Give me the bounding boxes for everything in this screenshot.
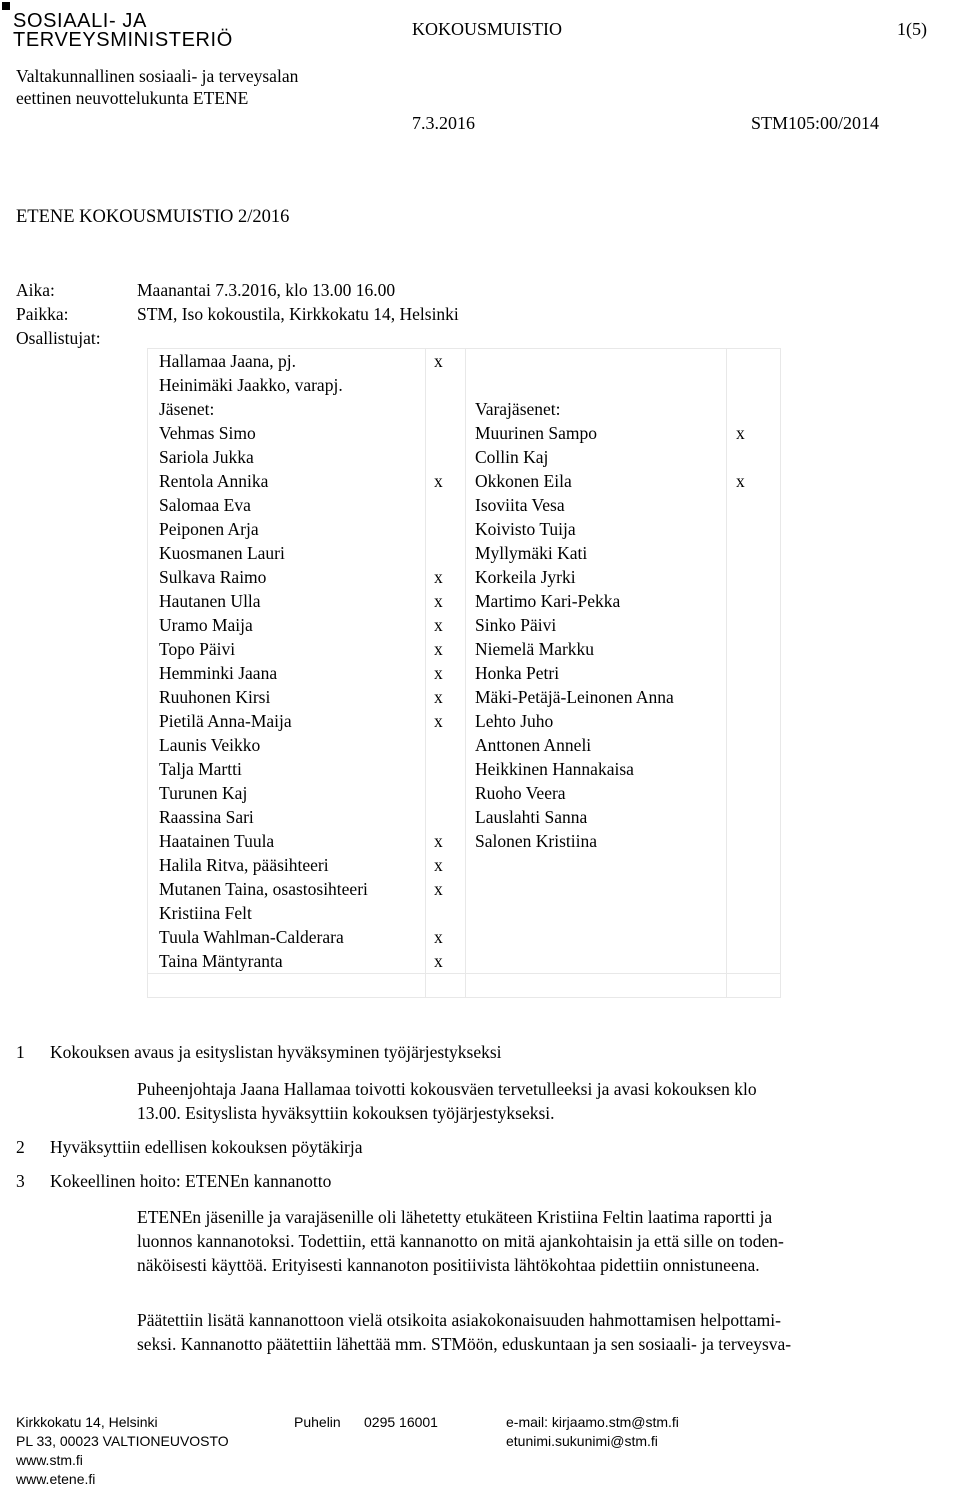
section-3-p2-line-2: seksi. Kannanotto päätettiin lähettää mm. STMöön, eduskuntaan ja sen sosiaali- ja terveysva-	[137, 1334, 792, 1354]
participant-row	[148, 445, 780, 469]
footer-street: Kirkkokatu 14, Helsinki	[16, 1414, 158, 1430]
participant-row	[148, 685, 780, 709]
participant-row	[148, 541, 780, 565]
participant-name: Raassina Sari	[159, 807, 254, 827]
section-2-title: Hyväksyttiin edellisen kokouksen pöytäkirja	[50, 1137, 363, 1157]
attendance-mark: x	[434, 615, 443, 635]
participant-name: Pietilä Anna-Maija	[159, 711, 292, 731]
participant-row	[148, 709, 780, 733]
participant-name: Tuula Wahlman-Calderara	[159, 927, 344, 947]
section-3-paragraph-2	[137, 1308, 791, 1356]
deputy-name: Heikkinen Hannakaisa	[475, 759, 634, 779]
deputy-name: Lauslahti Sanna	[475, 807, 588, 827]
participant-row	[148, 421, 780, 445]
participant-row	[148, 733, 780, 757]
section-3-title: Kokeellinen hoito: ETENEn kannanotto	[50, 1171, 332, 1191]
participant-name: Peiponen Arja	[159, 519, 259, 539]
section-3-p1-line-1: ETENEn jäsenille ja varajäsenille oli lähetetty etukäteen Kristiina Feltin laatima raportti ja	[137, 1207, 773, 1227]
participant-name: Mutanen Taina, osastosihteeri	[159, 879, 368, 899]
participant-name: Hautanen Ulla	[159, 591, 261, 611]
participant-row	[148, 589, 780, 613]
participant-name: Uramo Maija	[159, 615, 253, 635]
section-2-number: 2	[16, 1137, 25, 1157]
participant-name: Heinimäki Jaakko, varapj.	[159, 375, 343, 395]
participant-name: Sariola Jukka	[159, 447, 254, 467]
section-3-heading	[16, 1171, 332, 1192]
participant-name: Jäsenet:	[159, 399, 215, 419]
participant-row	[148, 517, 780, 541]
participant-row	[148, 757, 780, 781]
deputy-name: Sinko Päivi	[475, 615, 557, 635]
deputy-name: Salonen Kristiina	[475, 831, 597, 851]
ministry-logo	[13, 12, 233, 50]
participant-row	[148, 829, 780, 853]
participant-row	[148, 397, 780, 421]
deputy-attendance-mark: x	[736, 471, 745, 491]
participant-name: Sulkava Raimo	[159, 567, 267, 587]
participant-name: Salomaa Eva	[159, 495, 251, 515]
participant-row	[148, 925, 780, 949]
participant-row	[148, 877, 780, 901]
place-value: STM, Iso kokoustila, Kirkkokatu 14, Helsinki	[137, 304, 459, 324]
participant-row	[148, 349, 780, 373]
participant-row	[148, 637, 780, 661]
participant-name: Launis Veikko	[159, 735, 261, 755]
page-title: ETENE KOKOUSMUISTIO 2/2016	[16, 207, 290, 227]
org-line-1: Valtakunnallinen sosiaali- ja terveysalan	[16, 66, 299, 86]
section-3-p1-line-2: luonnos kannanotoksi. Todettiin, että kannanotto on mitä ajankohtaisin ja että sille on toden-	[137, 1231, 784, 1251]
section-3-p2-line-1: Päätettiin lisätä kannanottoon vielä otsikoita asiakokonaisuuden hahmottamisen helpottami-	[137, 1310, 781, 1330]
attendance-mark: x	[434, 855, 443, 875]
participant-row	[148, 373, 780, 397]
footer-web-etene[interactable]: www.etene.fi	[16, 1471, 96, 1487]
attendance-mark: x	[434, 831, 443, 851]
footer-email-registry[interactable]: e-mail: kirjaamo.stm@stm.fi	[506, 1414, 679, 1430]
participant-name: Halila Ritva, pääsihteeri	[159, 855, 329, 875]
section-2-heading	[16, 1137, 363, 1158]
deputy-name: Lehto Juho	[475, 711, 554, 731]
section-1-heading	[16, 1042, 502, 1063]
section-1-paragraph	[137, 1077, 757, 1125]
attendance-mark: x	[434, 591, 443, 611]
deputy-name: Anttonen Anneli	[475, 735, 592, 755]
section-1-number: 1	[16, 1042, 25, 1062]
footer-address	[16, 1413, 229, 1489]
deputy-name: Isoviita Vesa	[475, 495, 565, 515]
participant-name: Kristiina Felt	[159, 903, 252, 923]
time-value: Maanantai 7.3.2016, klo 13.00 16.00	[137, 280, 396, 300]
deputy-name: Ruoho Veera	[475, 783, 566, 803]
logo-line-1: SOSIAALI- JA	[13, 10, 147, 32]
logo-line-2: TERVEYSMINISTERIÖ	[13, 29, 233, 51]
section-3-number: 3	[16, 1171, 25, 1191]
participant-row	[148, 901, 780, 925]
attendance-mark: x	[434, 879, 443, 899]
deputy-name: Mäki-Petäjä-Leinonen Anna	[475, 687, 674, 707]
participants-table	[147, 348, 781, 998]
attendance-mark: x	[434, 687, 443, 707]
meeting-meta-values	[137, 278, 459, 326]
participant-row	[148, 781, 780, 805]
footer-web-stm[interactable]: www.stm.fi	[16, 1452, 83, 1468]
participants-label: Osallistujat:	[16, 328, 101, 348]
participant-row	[148, 613, 780, 637]
participant-name: Kuosmanen Lauri	[159, 543, 285, 563]
deputy-name: Koivisto Tuija	[475, 519, 576, 539]
participant-row	[148, 661, 780, 685]
participant-row	[148, 805, 780, 829]
deputy-name: Niemelä Markku	[475, 639, 595, 659]
footer-email-personal[interactable]: etunimi.sukunimi@stm.fi	[506, 1433, 658, 1449]
footer-phone: 0295 16001	[364, 1414, 438, 1430]
place-label: Paikka:	[16, 304, 69, 324]
participant-name: Ruuhonen Kirsi	[159, 687, 271, 707]
deputy-name: Honka Petri	[475, 663, 560, 683]
deputy-name: Varajäsenet:	[475, 399, 561, 419]
participant-name: Vehmas Simo	[159, 423, 256, 443]
org-line-2: eettinen neuvottelukunta ETENE	[16, 88, 249, 108]
participant-row	[148, 493, 780, 517]
participant-name: Haatainen Tuula	[159, 831, 275, 851]
participant-row	[148, 469, 780, 493]
organization-name	[16, 65, 298, 109]
section-1-title: Kokouksen avaus ja esityslistan hyväksyminen työjärjestykseksi	[50, 1042, 502, 1062]
document-type: KOKOUSMUISTIO	[412, 19, 563, 39]
section-1-line-2: 13.00. Esityslista hyväksyttiin kokouksen työjärjestykseksi.	[137, 1103, 555, 1123]
footer-postal: PL 33, 00023 VALTIONEUVOSTO	[16, 1433, 229, 1449]
participant-name: Hemminki Jaana	[159, 663, 278, 683]
attendance-mark: x	[434, 567, 443, 587]
document-reference: STM105:00/2014	[751, 113, 880, 133]
section-3-p1-line-3: näköisesti käyttöä. Erityisesti kannanoton positiivista lähtökohtaa pidettiin onnistuneena.	[137, 1255, 760, 1275]
document-date: 7.3.2016	[412, 113, 475, 133]
participant-name: Taina Mäntyranta	[159, 951, 283, 971]
deputy-name: Martimo Kari-Pekka	[475, 591, 621, 611]
deputy-name: Collin Kaj	[475, 447, 549, 467]
participant-name: Hallamaa Jaana, pj.	[159, 351, 297, 371]
page-number: 1(5)	[897, 19, 927, 39]
meeting-meta	[16, 278, 101, 350]
participant-name: Topo Päivi	[159, 639, 236, 659]
deputy-name: Korkeila Jyrki	[475, 567, 576, 587]
participant-name: Rentola Annika	[159, 471, 269, 491]
attendance-mark: x	[434, 711, 443, 731]
corner-mark	[2, 2, 10, 10]
attendance-mark: x	[434, 639, 443, 659]
attendance-mark: x	[434, 351, 443, 371]
attendance-mark: x	[434, 471, 443, 491]
footer-email	[506, 1413, 679, 1451]
deputy-name: Myllymäki Kati	[475, 543, 588, 563]
participant-row	[148, 949, 780, 973]
attendance-mark: x	[434, 663, 443, 683]
participant-name: Talja Martti	[159, 759, 242, 779]
participant-name: Turunen Kaj	[159, 783, 248, 803]
time-label: Aika:	[16, 280, 55, 300]
participant-row	[148, 565, 780, 589]
deputy-name: Muurinen Sampo	[475, 423, 598, 443]
deputy-name: Okkonen Eila	[475, 471, 572, 491]
section-1-line-1: Puheenjohtaja Jaana Hallamaa toivotti kokousväen tervetulleeksi ja avasi kokouksen klo	[137, 1079, 757, 1099]
attendance-mark: x	[434, 951, 443, 971]
participant-row	[148, 853, 780, 877]
attendance-mark: x	[434, 927, 443, 947]
deputy-attendance-mark: x	[736, 423, 745, 443]
section-3-paragraph-1	[137, 1205, 784, 1277]
footer-phone-label: Puhelin	[294, 1414, 341, 1430]
